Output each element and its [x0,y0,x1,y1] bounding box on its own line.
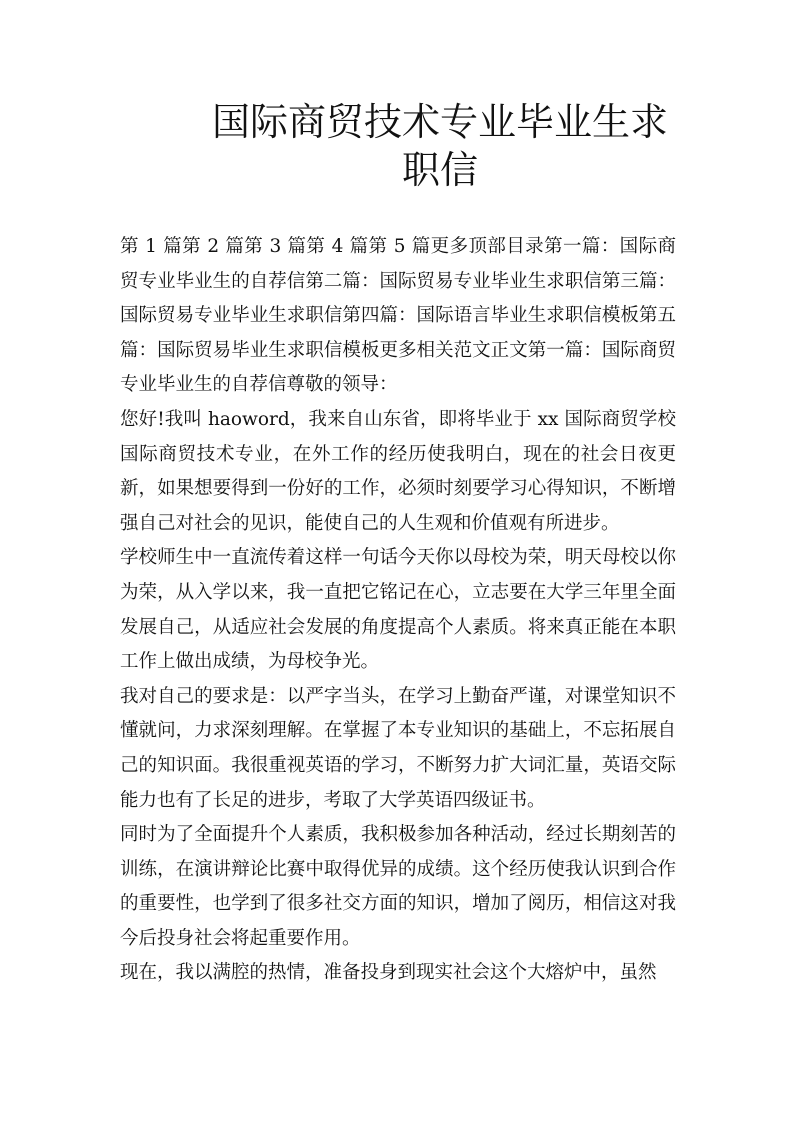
paragraph-self-requirements: 我对自己的要求是：以严字当头，在学习上勤奋严谨，对课堂知识不懂就问，力求深刻理解。在掌握了本专业知识的基础上，不忘拓展自己的知识面。我很重视英语的学习，不断努力扩大词汇量，英语交际能力也有了长足的进步，考取了大学英语四级证书。 [120,685,676,811]
paragraph-table-of-contents: 第 1 篇第 2 篇第 3 篇第 4 篇第 5 篇更多顶部目录第一篇：国际商贸专业毕业生的自荐信第二篇：国际贸易专业毕业生求职信第三篇：国际贸易专业毕业生求职信第四篇：国际语言毕业生求职信模板第五篇：国际贸易毕业生求职信模板更多相关范文正文第一篇：国际商贸专业毕业生的自荐信尊敬的领导： [120,236,676,396]
paragraph-school-motto: 学校师生中一直流传着这样一句话今天你以母校为荣，明天母校以你为荣，从入学以来，我一直把它铭记在心，立志要在大学三年里全面发展自己，从适应社会发展的角度提高个人素质。将来真正能在本职工作上做出成绩，为母校争光。 [120,547,676,673]
paragraph-conclusion: 现在，我以满腔的热情，准备投身到现实社会这个大熔炉中，虽然 [120,962,657,984]
paragraph-greeting: 您好!我叫 haoword，我来自山东省，即将毕业于 xx 国际商贸学校国际商贸技术专业，在外工作的经历使我明白，现在的社会日夜更新，如果想要得到一份好的工作，必须时刻要学习心得知识，不断增强自己对社会的见识，能使自己的人生观和价值观有所进步。 [120,408,676,534]
document-title: 国际商贸技术专业毕业生求职信 [211,100,668,192]
document-body [120,230,676,991]
paragraph-activities: 同时为了全面提升个人素质，我积极参加各种活动，经过长期刻苦的训练，在演讲辩论比赛中取得优异的成绩。这个经历使我认识到合作的重要性，也学到了很多社交方面的知识，增加了阅历，相信这对我今后投身社会将起重要作用。 [120,824,676,949]
